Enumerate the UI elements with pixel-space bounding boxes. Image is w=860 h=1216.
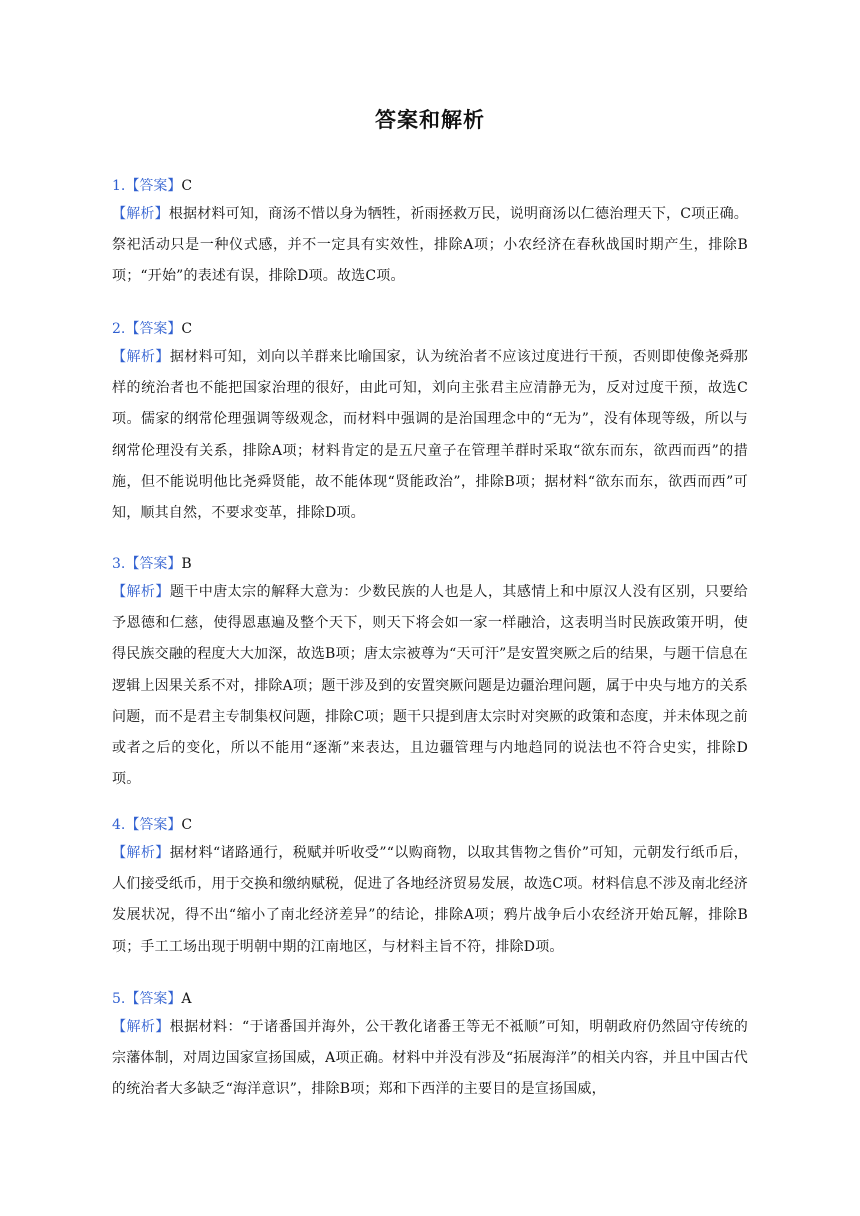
- answer-line: [112, 553, 748, 575]
- answer-label: 【答案】: [125, 321, 182, 337]
- answer-line: [112, 318, 748, 340]
- answer-item-4: [112, 814, 748, 963]
- answer-item-1: [112, 175, 748, 293]
- question-number: 5.: [112, 991, 126, 1007]
- explanation: [112, 342, 748, 529]
- page-title: 答案和解析: [375, 108, 485, 132]
- answer-choice: C: [181, 178, 193, 194]
- question-number: 2.: [112, 321, 126, 337]
- answer-label: 【答案】: [125, 991, 182, 1007]
- answer-label: 【答案】: [125, 556, 182, 572]
- answer-choice: A: [181, 991, 192, 1007]
- answer-choice: B: [181, 556, 192, 572]
- explain-label: 【解析】: [112, 349, 170, 365]
- answer-label: 【答案】: [125, 817, 182, 833]
- answer-choice: C: [181, 321, 193, 337]
- answer-line: [112, 988, 748, 1010]
- answer-item-2: [112, 318, 748, 529]
- answer-choice: C: [181, 817, 193, 833]
- answer-item-3: [112, 553, 748, 795]
- explanation-text: 根据材料：“于诸番国并海外，公干教化诸番王等无不祗顺”可知，明朝政府仍然固守传统的宗藩体制，对周边国家宣扬国威，A项正确。材料中并没有涉及“拓展海洋”的相关内容，并且中国古代的统治者大多缺乏“海洋意识”，排除B项；郑和下西洋的主要目的是宣扬国威，: [112, 1019, 748, 1098]
- explanation-text: 根据材料可知，商汤不惜以身为牺牲，祈雨拯救万民，说明商汤以仁德治理天下，C项正确。祭祀活动只是一种仪式感，并不一定具有实效性，排除A项；小农经济在春秋战国时期产生，排除B项；“开始”的表述有误，排除D项。故选C项。: [112, 206, 748, 285]
- explain-label: 【解析】: [112, 845, 170, 861]
- explanation: [112, 577, 748, 795]
- answer-item-5: [112, 988, 748, 1106]
- answer-line: [112, 175, 748, 197]
- explanation: [112, 838, 748, 963]
- explanation-text: 据材料“诸路通行，税赋并听收受”“以购商物，以取其售物之售价”可知，元朝发行纸币后，人们接受纸币，用于交换和缴纳赋税，促进了各地经济贸易发展，故选C项。材料信息不涉及南北经济发展状况，得不出“缩小了南北经济差异”的结论，排除A项；鸦片战争后小农经济开始瓦解，排除B项；手工工场出现于明朝中期的江南地区，与材料主旨不符，排除D项。: [112, 845, 748, 955]
- answer-line: [112, 814, 748, 836]
- question-number: 3.: [112, 556, 126, 572]
- explain-label: 【解析】: [112, 1019, 170, 1035]
- answer-label: 【答案】: [125, 178, 182, 194]
- explain-label: 【解析】: [112, 206, 169, 222]
- explanation: [112, 1012, 748, 1106]
- explanation-text: 题干中唐太宗的解释大意为：少数民族的人也是人，其感情上和中原汉人没有区别，只要给予恩德和仁慈，使得恩惠遍及整个天下，则天下将会如一家一样融洽，这表明当时民族政策开明，使得民族交融的程度大大加深，故选B项；唐太宗被尊为“天可汗”是安置突厥之后的结果，与题干信息在逻辑上因果关系不对，排除A项；题干涉及到的安置突厥问题是边疆治理问题，属于中央与地方的关系问题，而不是君主专制集权问题，排除C项；题干只提到唐太宗时对突厥的政策和态度，并未体现之前或者之后的变化，所以不能用“逐渐”来表达，且边疆管理与内地趋同的说法也不符合史实，排除D项。: [112, 584, 748, 788]
- question-number: 1.: [112, 178, 126, 194]
- explanation-text: 据材料可知，刘向以羊群来比喻国家，认为统治者不应该过度进行干预，否则即使像尧舜那样的统治者也不能把国家治理的很好，由此可知，刘向主张君主应清静无为，反对过度干预，故选C项。儒家的纲常伦理强调等级观念，而材料中强调的是治国理念中的“无为”，没有体现等级，所以与纲常伦理没有关系，排除A项；材料肯定的是五尺童子在管理羊群时采取“欲东而东，欲西而西”的措施，但不能说明他比尧舜贤能，故不能体现“贤能政治”，排除B项；据材料“欲东而东，欲西而西”可知，顺其自然，不要求变革，排除D项。: [112, 349, 748, 522]
- question-number: 4.: [112, 817, 126, 833]
- explanation: [112, 199, 748, 293]
- explain-label: 【解析】: [112, 584, 170, 600]
